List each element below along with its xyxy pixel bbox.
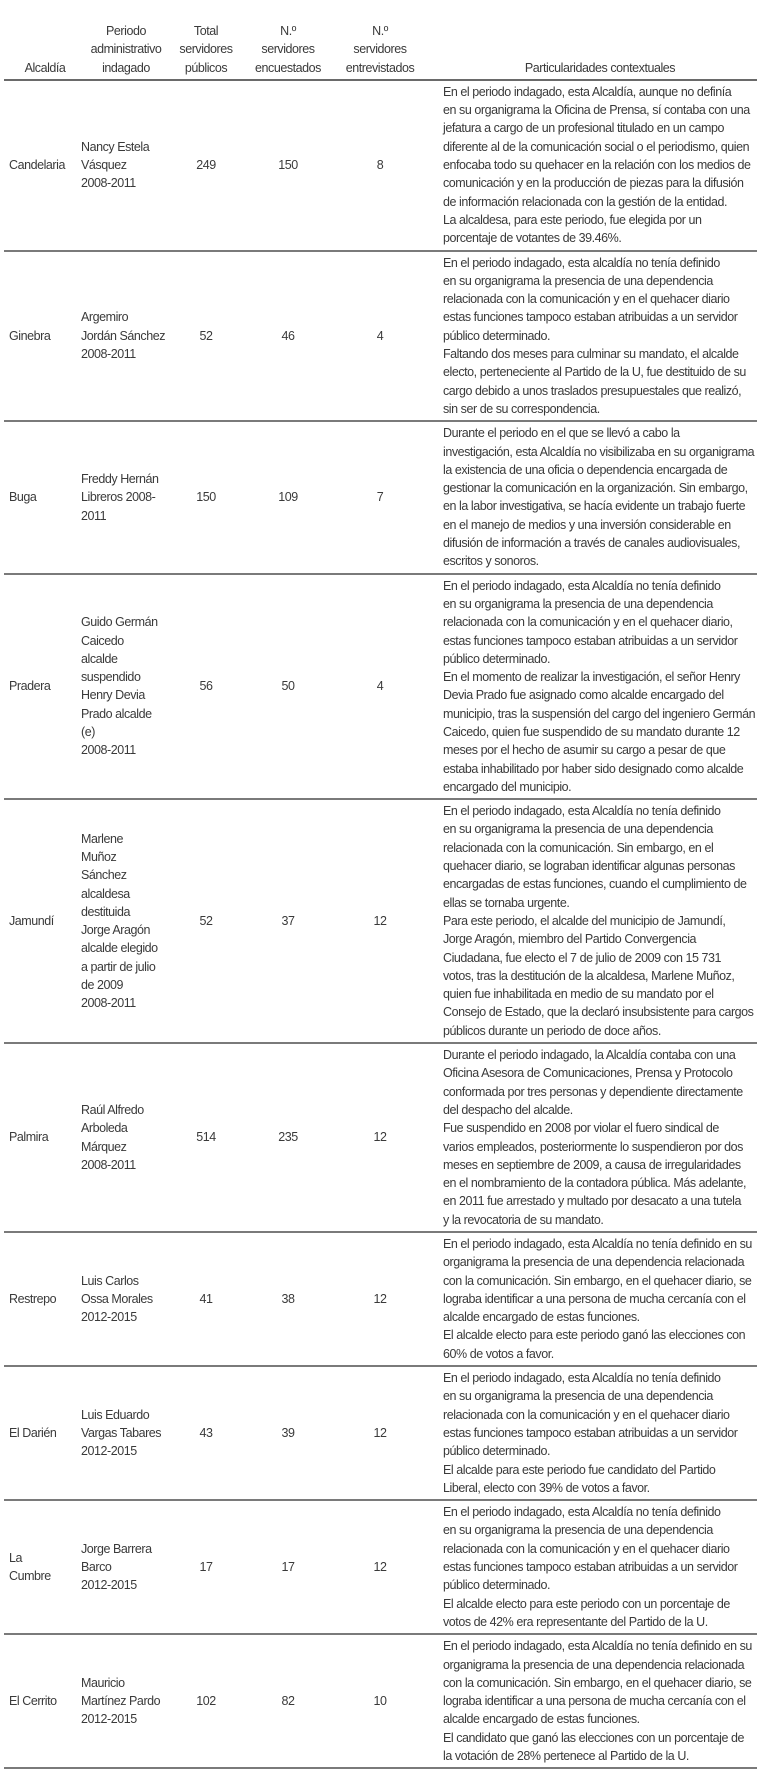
cell-periodo: Luis Eduardo Vargas Tabares 2012-2015 [81, 1407, 162, 1459]
cell-periodo: Argemiro Jordán Sánchez 2008-2011 [81, 310, 166, 362]
table-row [4, 1043, 757, 1232]
cell-particularidades: En el periodo indagado, esta Alcaldía no tenía definido en su organigrama la presencia de una dependencia relacionada con la comunicación. Sin embargo, en el quehacer diario, se lograban identificar algunas personas encargadas de estas funciones, cuando el cumplimiento de ellas se tornaba urgente. Para este periodo, el alcalde del municipio de Jamundí, Jorge Aragón, miembro del Partido Convergencia Ciudadana, fue electo el 7 de julio de 2009 con 15 731 votos, tras la destitución de la alcaldesa, Marlene Muñoz, quien fue inhabilitada en medio de su mandato por el Consejo de Estado, que la declaró insubsistente para cargos públicos durante un periodo de doce años. [443, 804, 754, 1038]
cell-total: 41 [199, 1291, 213, 1306]
table-row [4, 421, 757, 573]
header-alcaldia: Alcaldía [24, 60, 66, 75]
cell-encuestados: 37 [281, 913, 295, 928]
cell-total: 52 [199, 328, 213, 343]
cell-alcaldia: El Cerrito [9, 1694, 57, 1709]
cell-total: 43 [199, 1425, 213, 1440]
cell-entrevistados: 12 [373, 1291, 387, 1306]
cell-particularidades: Durante el periodo en el que se llevó a cabo la investigación, esta Alcaldía no visibilizaba en su organigrama la existencia de una oficia o dependencia encargada de gestionar la comunicación en la organización. Sin embargo, en la labor investigativa, se hacía evidente un trabajo fuerte en el manejo de medios y una inversión considerable en difusión de información a través de canales audiovisuales, escritos y sonoros. [443, 426, 755, 569]
table-row [4, 1366, 757, 1500]
table-row [4, 80, 757, 251]
table-row [4, 799, 757, 1043]
cell-alcaldia: Restrepo [9, 1291, 57, 1306]
cell-particularidades: En el periodo indagado, esta Alcaldía no tenía definido en su organigrama la presencia de una dependencia relacionada con la comunicación y en el quehacer diario estas funciones tampoco estaban atribuidas a un servidor público determinado. El alcalde electo para este periodo con un porcentaje de votos de 42% era representante del Partido de la U. [443, 1505, 738, 1629]
table-row [4, 1500, 757, 1634]
header-encuestados: N.º servidores encuestados [255, 24, 321, 75]
cell-total: 52 [199, 913, 213, 928]
table-row [4, 251, 757, 422]
cell-periodo: Freddy Hernán Libreros 2008- 2011 [81, 471, 159, 523]
cell-encuestados: 46 [281, 328, 295, 343]
cell-alcaldia: El Darién [9, 1425, 57, 1440]
cell-alcaldia: Candelaria [9, 158, 65, 173]
cell-particularidades: En el periodo indagado, esta alcaldía no tenía definido en su organigrama la presencia de una dependencia relacionada con la comunicación y en el quehacer diario estas funciones tampoco estaban atribuidas a un servidor público determinado. Faltando dos meses para culminar su mandato, el alcalde electo, perteneciente al Partido de la U, fue destituido de su cargo debido a unos traslados presupuestales que realizó, sin ser de su correspondencia. [443, 255, 746, 416]
header-particularidades: Particularidades contextuales [524, 60, 676, 75]
cell-total: 56 [199, 679, 213, 694]
cell-alcaldia: Buga [9, 490, 37, 505]
cell-periodo: Mauricio Martínez Pardo 2012-2015 [81, 1675, 161, 1727]
cell-encuestados: 38 [281, 1291, 295, 1306]
cell-particularidades: En el periodo indagado, esta Alcaldía no tenía definido en su organigrama la presencia de una dependencia relacionada con la comunicación y en el quehacer diario estas funciones tampoco estaban atribuidas a un servidor público determinado. El alcalde para este periodo fue candidato del Partido Liberal, electo con 39% de votos a favor. [443, 1371, 738, 1495]
cell-periodo: Guido Germán Caicedo alcalde suspendido Henry Devia Prado alcalde (e) 2008-2011 [81, 615, 158, 758]
cell-encuestados: 17 [281, 1560, 295, 1575]
cell-total: 249 [196, 158, 216, 173]
cell-alcaldia: La Cumbre [9, 1550, 51, 1584]
cell-periodo: Jorge Barrera Barco 2012-2015 [81, 1541, 152, 1593]
cell-periodo: Nancy Estela Vásquez 2008-2011 [81, 139, 150, 191]
cell-total: 150 [196, 490, 216, 505]
alcaldias-table [4, 22, 757, 1769]
table-row [4, 1634, 757, 1768]
cell-alcaldia: Jamundí [9, 913, 54, 928]
cell-particularidades: En el periodo indagado, esta Alcaldía, aunque no definía en su organigrama la Oficina de Prensa, sí contaba con una jefatura a cargo de un profesional titulado en un campo diferente al de la comunicación social o el periodismo, quien enfocaba todo su quehacer en la relación con los medios de comunicación y en la producción de piezas para la difusión de información relacionada con la gestión de la entidad. La alcaldesa, para este periodo, fue elegida por un porcentaje de votantes de 39.46%. [443, 84, 751, 246]
header-entrevistados: N.º servidores entrevistados [345, 24, 415, 75]
cell-entrevistados: 12 [373, 913, 387, 928]
cell-encuestados: 150 [278, 158, 298, 173]
cell-alcaldia: Pradera [9, 679, 51, 694]
table-row [4, 1232, 757, 1366]
cell-entrevistados: 12 [373, 1560, 387, 1575]
cell-entrevistados: 4 [376, 328, 384, 343]
cell-particularidades: En el periodo indagado, esta Alcaldía no tenía definido en su organigrama la presencia de una dependencia relacionada con la comunicación. Sin embargo, en el quehacer diario, se lograba identificar a una persona de mucha cercanía con el alcalde encargado de estas funciones. El alcalde electo para este periodo ganó las elecciones con 60% de votos a favor. [443, 1237, 752, 1361]
cell-entrevistados: 8 [376, 158, 384, 173]
cell-total: 17 [199, 1560, 213, 1575]
cell-particularidades: Durante el periodo indagado, la Alcaldía contaba con una Oficina Asesora de Comunicaciones, Prensa y Protocolo conformada por tres personas y dependiente directamente del despacho del alcalde. Fue suspendido en 2008 por violar el fuero sindical de varios empleados, posteriormente lo suspendieron por dos meses en septiembre de 2009, a causa de irregularidades en el nombramiento de la contadora pública. Más adelante, en 2011 fue arrestado y multado por desacato a una tutela y la revocatoria de su mandato. [443, 1048, 747, 1227]
cell-alcaldia: Palmira [9, 1130, 49, 1145]
cell-periodo: Raúl Alfredo Arboleda Márquez 2008-2011 [81, 1102, 144, 1172]
cell-entrevistados: 12 [373, 1425, 387, 1440]
header-total: Total servidores públicos [179, 24, 233, 75]
cell-periodo: Marlene Muñoz Sánchez alcaldesa destituida Jorge Aragón alcalde elegido a partir de julio de 2009 2008-2011 [81, 831, 158, 1011]
table-header-row [4, 22, 757, 80]
cell-entrevistados: 10 [373, 1694, 387, 1709]
table-body [4, 80, 757, 1768]
header-periodo: Periodo administrativo indagado [90, 24, 162, 75]
cell-encuestados: 82 [281, 1694, 295, 1709]
cell-encuestados: 235 [278, 1130, 298, 1145]
cell-entrevistados: 12 [373, 1130, 387, 1145]
table-row [4, 574, 757, 800]
cell-total: 102 [196, 1694, 216, 1709]
cell-encuestados: 50 [281, 679, 295, 694]
cell-particularidades: En el periodo indagado, esta Alcaldía no tenía definido en su organigrama la presencia de una dependencia relacionada con la comunicación. Sin embargo, en el quehacer diario, se lograba identificar a una persona de mucha cercanía con el alcalde encargado de estas funciones. El candidato que ganó las elecciones con un porcentaje de la votación de 28% pertenece al Partido de la U. [443, 1639, 752, 1764]
cell-encuestados: 39 [281, 1425, 295, 1440]
cell-entrevistados: 4 [376, 679, 384, 694]
cell-periodo: Luis Carlos Ossa Morales 2012-2015 [81, 1273, 153, 1325]
cell-particularidades: En el periodo indagado, esta Alcaldía no tenía definido en su organigrama la presencia de una dependencia relacionada con la comunicación y en el quehacer diario, estas funciones tampoco estaban atribuidas a un servidor público determinado. En el momento de realizar la investigación, el señor Henry Devia Prado fue asignado como alcalde encargado del municipio, tras la suspensión del cargo del ingeniero Germán Caicedo, quien fue suspendido de su mandato durante 12 meses por el hecho de asumir su cargo a pesar de que estaba inhabilitado por haber sido designado como alcalde encargado del municipio. [443, 578, 756, 794]
cell-total: 514 [196, 1130, 216, 1145]
cell-entrevistados: 7 [376, 490, 384, 505]
cell-alcaldia: Ginebra [9, 328, 51, 343]
cell-encuestados: 109 [278, 490, 298, 505]
